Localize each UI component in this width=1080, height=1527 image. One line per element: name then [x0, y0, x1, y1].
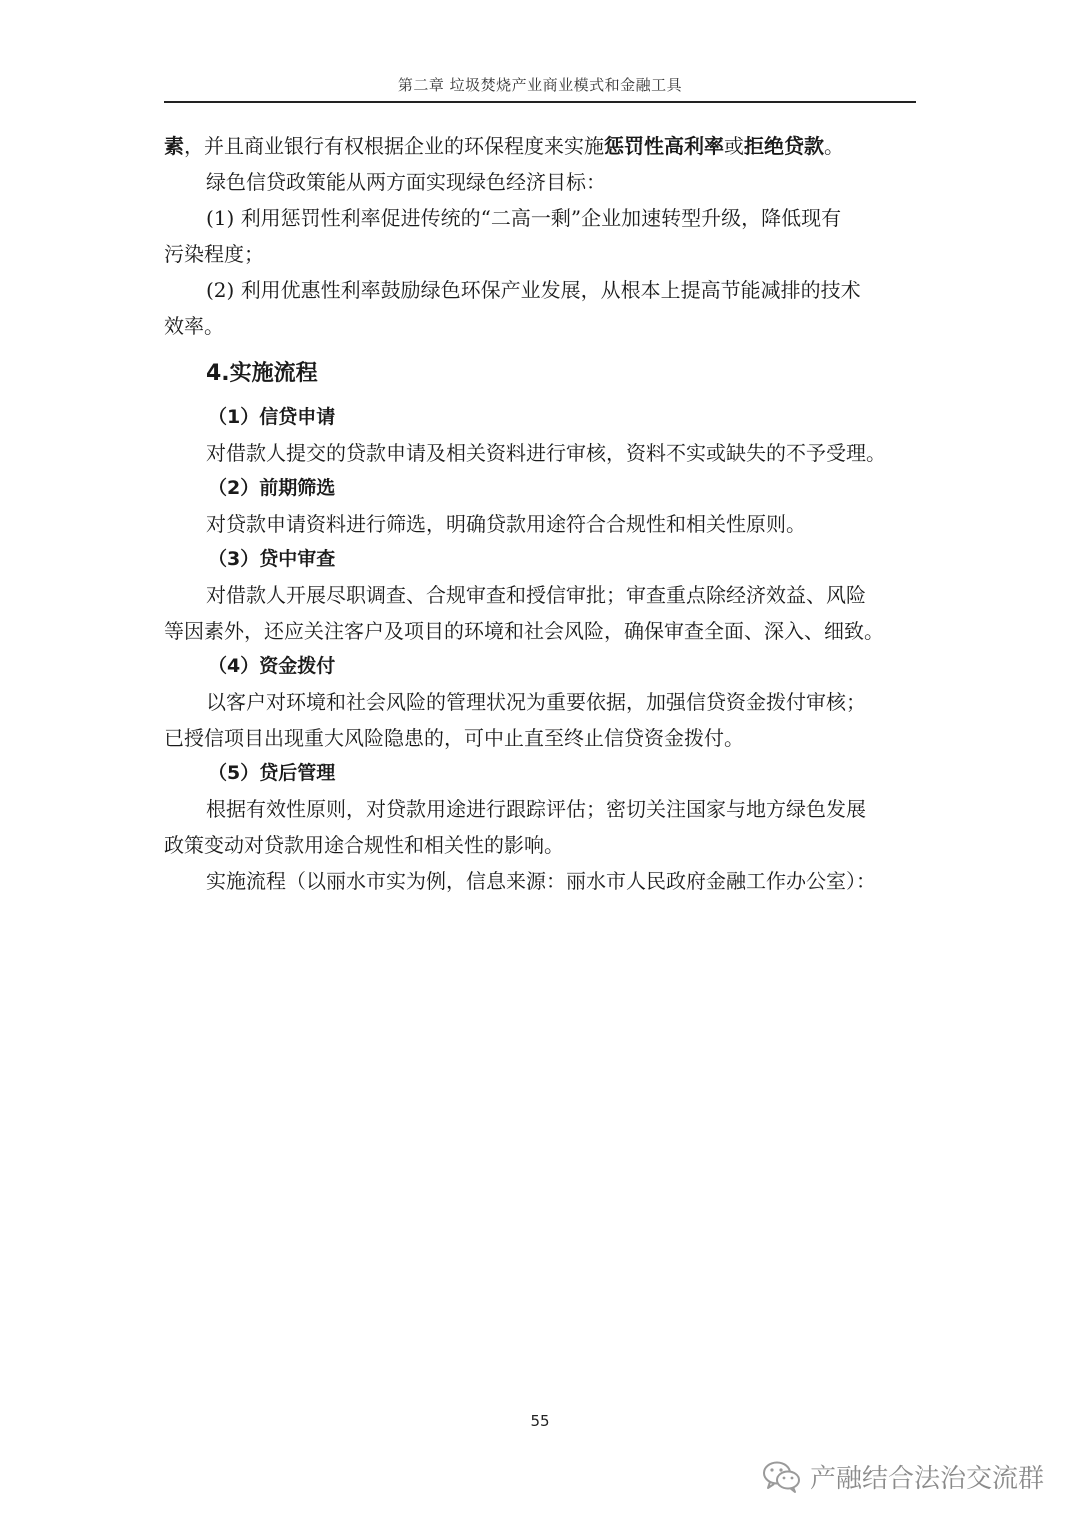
step-title: （1）信贷申请	[208, 406, 336, 428]
watermark-text: 产融结合法治交流群	[809, 1464, 1044, 1494]
paragraph-point-1-line-2: 污染程度；	[164, 242, 264, 266]
paragraph-point-2-line-2: 效率。	[164, 314, 224, 338]
step-text: 对借款人开展尽职调查、合规审查和授信审批；审查重点除经济效益、风险	[206, 583, 866, 607]
text-bold-refuse-loan: 拒绝贷款	[744, 134, 824, 158]
section-title: 4.实施流程	[206, 361, 318, 386]
closing-paragraph: 实施流程（以丽水市实为例，信息来源：丽水市人民政府金融工作办公室）：	[206, 869, 876, 893]
step-title: （5）贷后管理	[208, 762, 336, 784]
paragraph-continuation	[164, 128, 916, 164]
paragraph-intro: 绿色信贷政策能从两方面实现绿色经济目标：	[206, 170, 606, 194]
paragraph-point-1-line-1: (1) 利用惩罚性利率促进传统的“二高一剩”企业加速转型升级，降低现有	[206, 206, 842, 230]
paragraph-point-2-line-1: (2) 利用优惠性利率鼓励绿色环保产业发展，从根本上提高节能减排的技术	[206, 278, 861, 302]
wechat-icon	[762, 1460, 802, 1494]
page-header: 第二章 垃圾焚烧产业商业模式和金融工具	[397, 76, 683, 94]
page-number: 55	[530, 1412, 550, 1430]
text-run: 或	[724, 134, 744, 158]
text-run: 。	[824, 134, 844, 158]
step-title: （3）贷中审查	[208, 548, 336, 570]
page-content	[164, 128, 916, 899]
step-text: 等因素外，还应关注客户及项目的环境和社会风险，确保审查全面、深入、细致。	[164, 619, 884, 643]
step-title: （2）前期筛选	[208, 477, 336, 499]
header-divider	[164, 101, 916, 103]
step-text: 对借款人提交的贷款申请及相关资料进行审核，资料不实或缺失的不予受理。	[206, 441, 886, 465]
step-text: 对贷款申请资料进行筛选，明确贷款用途符合合规性和相关性原则。	[206, 512, 806, 536]
text-bold-penalty-rate: 惩罚性高利率	[604, 134, 724, 158]
step-title: （4）资金拨付	[208, 655, 336, 677]
step-text: 根据有效性原则，对贷款用途进行跟踪评估；密切关注国家与地方绿色发展	[206, 797, 866, 821]
text-run: ，并且商业银行有权根据企业的环保程度来实施	[184, 134, 604, 158]
step-text: 政策变动对贷款用途合规性和相关性的影响。	[164, 833, 564, 857]
step-text: 以客户对环境和社会风险的管理状况为重要依据，加强信贷资金拨付审核；	[206, 690, 866, 714]
step-text: 已授信项目出现重大风险隐患的，可中止直至终止信贷资金拨付。	[164, 726, 744, 750]
text-bold-su: 素	[164, 134, 184, 158]
watermark	[762, 1458, 1044, 1495]
